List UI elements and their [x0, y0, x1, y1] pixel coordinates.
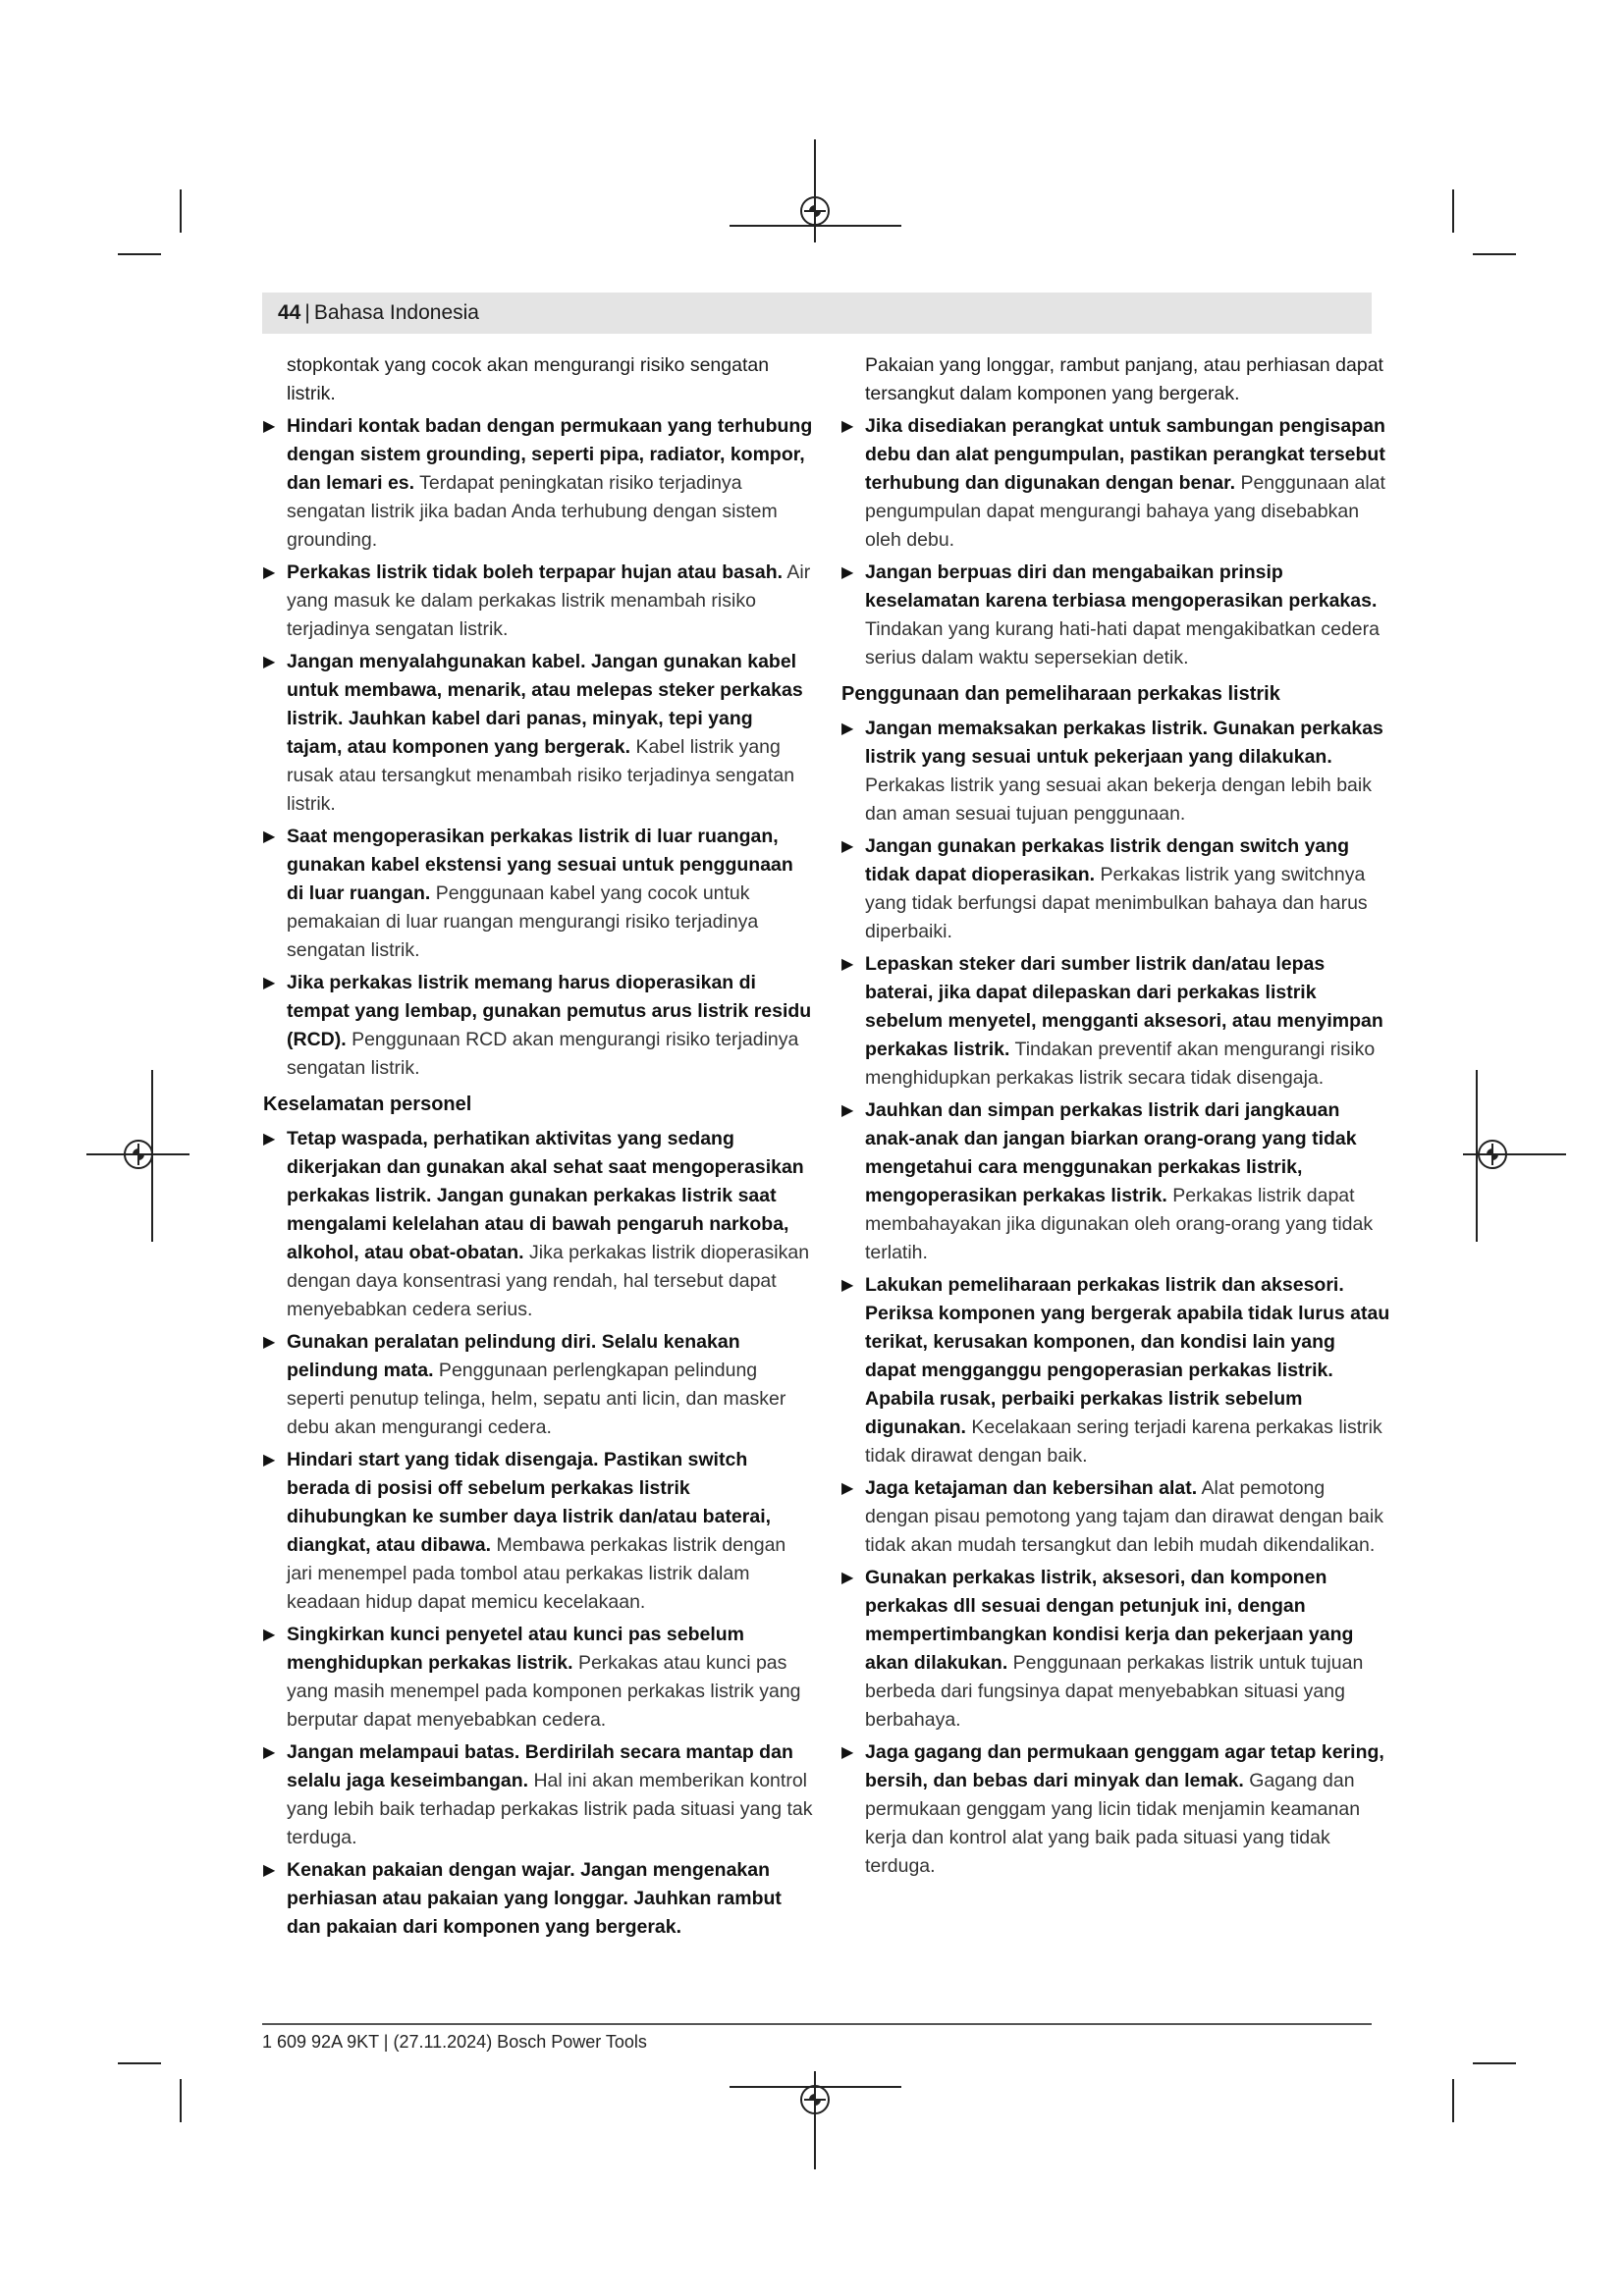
- registration-line-top-v: [814, 139, 816, 242]
- bullet-arrow-icon: ▶: [263, 1862, 276, 1879]
- item-text: Alat pemotong dengan pisau pemotong yang tajam dan dirawat dengan baik tidak akan mudah tersangkut dan lebih mudah dikendalikan.: [865, 1477, 1383, 1556]
- right-lead-text: Pakaian yang longgar, rambut panjang, atau perhiasan dapat tersangkut dalam komponen yang bergerak.: [865, 354, 1383, 404]
- list-item: [841, 559, 1391, 672]
- bullet-arrow-icon: ▶: [263, 1452, 276, 1468]
- list-item: [841, 412, 1391, 555]
- item-text: Tindakan preventif akan mengurangi risiko menghidupkan perkakas listrik secara tidak disengaja.: [865, 1039, 1376, 1089]
- item-bold-text: Hindari start yang tidak disengaja. Pastikan switch berada di posisi off sebelum perkakas listrik dihubungkan ke sumber daya listrik dan/atau baterai, diangkat, atau dibawa.: [287, 1449, 772, 1556]
- item-text: Perkakas listrik yang sesuai akan bekerja dengan lebih baik dan aman sesuai tujuan penggunaan.: [865, 774, 1372, 825]
- item-text: Perkakas listrik dapat membahayakan jika digunakan oleh orang-orang yang tidak terlatih.: [865, 1185, 1374, 1263]
- item-text: Penggunaan perlengkapan pelindung seperti penutup telinga, helm, sepatu anti licin, dan masker debu akan mengurangi cedera.: [287, 1360, 786, 1438]
- left-column: [263, 351, 813, 1946]
- item-bold-text: Jangan berpuas diri dan mengabaikan prinsip keselamatan karena terbiasa mengoperasikan perkakas.: [865, 561, 1378, 612]
- left-lead-text: stopkontak yang cocok akan mengurangi risiko sengatan listrik.: [287, 354, 770, 404]
- list-item: [841, 950, 1391, 1093]
- crop-mark-top-right-h: [1473, 253, 1516, 255]
- crop-mark-bottom-left-v: [180, 2079, 182, 2122]
- list-item: [841, 1474, 1391, 1560]
- registration-mark-right-icon: [1478, 1140, 1507, 1169]
- item-bold-text: Jika perkakas listrik memang harus dioperasikan di tempat yang lembap, gunakan pemutus arus listrik residu (RCD).: [287, 972, 812, 1050]
- crop-mark-top-left-v: [180, 189, 182, 233]
- list-item: [841, 1564, 1391, 1735]
- item-bold-text: Jaga gagang dan permukaan genggam agar tetap kering, bersih, dan bebas dari minyak dan lemak.: [865, 1741, 1384, 1791]
- bullet-arrow-icon: ▶: [841, 838, 854, 855]
- crop-mark-bottom-right-v: [1452, 2079, 1454, 2122]
- right-column: [841, 351, 1391, 1885]
- list-item: [263, 823, 813, 965]
- item-text: Hal ini akan memberikan kontrol yang lebih baik terhadap perkakas listrik pada situasi yang tak terduga.: [287, 1770, 813, 1848]
- bullet-arrow-icon: ▶: [263, 418, 276, 435]
- item-text: Tindakan yang kurang hati-hati dapat mengakibatkan cedera serius dalam waktu sepersekian detik.: [865, 618, 1380, 668]
- item-text: Jika perkakas listrik dioperasikan dengan daya konsentrasi yang rendah, hal tersebut dapat menyebabkan cedera serius.: [287, 1242, 810, 1320]
- bullet-arrow-icon: ▶: [263, 654, 276, 670]
- item-bold-text: Gunakan peralatan pelindung diri. Selalu kenakan pelindung mata.: [287, 1331, 740, 1381]
- item-text: Membawa perkakas listrik dengan jari menempel pada tombol atau perkakas listrik dalam keadaan hidup dapat memicu kecelakaan.: [287, 1534, 786, 1613]
- item-text: Kabel listrik yang rusak atau tersangkut menambah risiko terjadinya sengatan listrik.: [287, 736, 795, 815]
- item-text: Penggunaan RCD akan mengurangi risiko terjadinya sengatan listrik.: [287, 1029, 799, 1079]
- item-bold-text: Lakukan pemeliharaan perkakas listrik dan aksesori. Periksa komponen yang bergerak apabila tidak lurus atau terikat, kerusakan komponen, dan kondisi lain yang dapat mengganggu pengoperasian perkakas listrik. Apabila rusak, perbaiki perkakas listrik sebelum digunakan.: [865, 1274, 1390, 1438]
- item-bold-text: Saat mengoperasikan perkakas listrik di luar ruangan, gunakan kabel ekstensi yang sesuai untuk penggunaan di luar ruangan.: [287, 826, 793, 904]
- item-bold-text: Lepaskan steker dari sumber listrik dan/atau lepas baterai, jika dapat dilepaskan dari perkakas listrik sebelum menyetel, mengganti aksesori, atau menyimpan perkakas listrik.: [865, 953, 1383, 1060]
- list-item: [263, 412, 813, 555]
- item-bold-text: Jika disediakan perangkat untuk sambungan pengisapan debu dan alat pengumpulan, pastikan perangkat tersebut terhubung dan digunakan dengan benar.: [865, 415, 1385, 494]
- list-item: [263, 1328, 813, 1442]
- crop-mark-bottom-left-h: [118, 2062, 161, 2064]
- bullet-arrow-icon: ▶: [841, 956, 854, 973]
- item-bold-text: Tetap waspada, perhatikan aktivitas yang sedang dikerjakan dan gunakan akal sehat saat mengoperasikan perkakas listrik. Jangan gunakan perkakas listrik saat mengalami kelelahan atau di bawah pengaruh narkoba, alkohol, atau obat-obatan.: [287, 1128, 804, 1263]
- bullet-arrow-icon: ▶: [841, 564, 854, 581]
- header-separator: |: [304, 301, 310, 324]
- list-item: [841, 832, 1391, 946]
- list-item: [841, 1096, 1391, 1267]
- list-item: [263, 1856, 813, 1942]
- item-bold-text: Singkirkan kunci penyetel atau kunci pas sebelum menghidupkan perkakas listrik.: [287, 1624, 744, 1674]
- item-bold-text: Jangan menyalahgunakan kabel. Jangan gunakan kabel untuk membawa, menarik, atau melepas steker perkakas listrik. Jauhkan kabel dari panas, minyak, tepi yang tajam, atau komponen yang bergerak.: [287, 651, 803, 758]
- item-bold-text: Jangan memaksakan perkakas listrik. Gunakan perkakas listrik yang sesuai untuk pekerjaan yang dilakukan.: [865, 718, 1383, 768]
- crop-mark-bottom-right-h: [1473, 2062, 1516, 2064]
- footer-text: 1 609 92A 9KT | (27.11.2024) Bosch Power Tools: [262, 2032, 647, 2052]
- bullet-arrow-icon: ▶: [263, 1627, 276, 1643]
- item-text: Penggunaan alat pengumpulan dapat mengurangi bahaya yang disebabkan oleh debu.: [865, 472, 1385, 551]
- item-bold-text: Perkakas listrik tidak boleh terpapar hujan atau basah.: [287, 561, 784, 583]
- list-item: [263, 1738, 813, 1852]
- item-bold-text: Gunakan perkakas listrik, aksesori, dan komponen perkakas dll sesuai dengan petunjuk ini, dengan mempertimbangkan kondisi kerja dan pekerjaan yang akan dilakukan.: [865, 1567, 1354, 1674]
- item-bold-text: Jauhkan dan simpan perkakas listrik dari jangkauan anak-anak dan jangan biarkan orang-orang yang tidak mengetahui cara menggunakan perkakas listrik, mengoperasikan perkakas listrik.: [865, 1099, 1357, 1206]
- bullet-arrow-icon: ▶: [841, 1744, 854, 1761]
- registration-mark-bottom-icon: [800, 2085, 830, 2114]
- registration-mark-left-icon: [124, 1140, 153, 1169]
- item-bold-text: Hindari kontak badan dengan permukaan yang terhubung dengan sistem grounding, seperti pipa, radiator, kompor, dan lemari es.: [287, 415, 813, 494]
- list-item: [263, 559, 813, 644]
- item-text: Kecelakaan sering terjadi karena perkakas listrik tidak dirawat dengan baik.: [865, 1416, 1382, 1467]
- bullet-arrow-icon: ▶: [263, 1131, 276, 1148]
- item-text: Terdapat peningkatan risiko terjadinya sengatan listrik jika badan Anda terhubung dengan sistem grounding.: [287, 472, 778, 551]
- item-text: Air yang masuk ke dalam perkakas listrik menambah risiko terjadinya sengatan listrik.: [287, 561, 811, 640]
- bullet-arrow-icon: ▶: [841, 1570, 854, 1586]
- bullet-arrow-icon: ▶: [841, 1277, 854, 1294]
- bullet-arrow-icon: ▶: [263, 975, 276, 991]
- item-text: Penggunaan perkakas listrik untuk tujuan berbeda dari fungsinya dapat menyebabkan situasi yang berbahaya.: [865, 1652, 1364, 1731]
- bullet-arrow-icon: ▶: [263, 1744, 276, 1761]
- list-item: [841, 1271, 1391, 1470]
- item-text: Perkakas atau kunci pas yang masih menempel pada komponen perkakas listrik yang berputar dapat menyebabkan cedera.: [287, 1652, 801, 1731]
- section-title-personal-safety: Keselamatan personel: [263, 1094, 472, 1115]
- list-item: [263, 969, 813, 1083]
- bullet-arrow-icon: ▶: [263, 828, 276, 845]
- page-number: 44: [278, 301, 301, 324]
- list-item: [263, 1446, 813, 1617]
- page-header: [262, 293, 1372, 334]
- header-language: Bahasa Indonesia: [313, 301, 479, 324]
- item-text: Penggunaan kabel yang cocok untuk pemakaian di luar ruangan mengurangi risiko terjadinya sengatan listrik.: [287, 882, 759, 961]
- item-bold-text: Kenakan pakaian dengan wajar. Jangan mengenakan perhiasan atau pakaian yang longgar. Jauhkan rambut dan pakaian dari komponen yang bergerak.: [287, 1859, 782, 1938]
- bullet-arrow-icon: ▶: [263, 1334, 276, 1351]
- list-item: [841, 715, 1391, 828]
- item-text: Perkakas listrik yang switchnya yang tidak berfungsi dapat menimbulkan bahaya dan harus diperbaiki.: [865, 864, 1368, 942]
- item-bold-text: Jangan gunakan perkakas listrik dengan switch yang tidak dapat dioperasikan.: [865, 835, 1350, 885]
- crop-mark-top-left-h: [118, 253, 161, 255]
- list-item: [263, 1125, 813, 1324]
- bullet-arrow-icon: ▶: [841, 1102, 854, 1119]
- list-item: [263, 1621, 813, 1735]
- bullet-arrow-icon: ▶: [263, 564, 276, 581]
- registration-mark-top-icon: [800, 196, 830, 226]
- bullet-arrow-icon: ▶: [841, 721, 854, 737]
- section-title-tool-use-maintenance: Penggunaan dan pemeliharaan perkakas listrik: [841, 683, 1280, 705]
- bullet-arrow-icon: ▶: [841, 1480, 854, 1497]
- footer-divider: [262, 2023, 1372, 2025]
- item-bold-text: Jaga ketajaman dan kebersihan alat.: [865, 1477, 1198, 1499]
- item-bold-text: Jangan melampaui batas. Berdirilah secara mantap dan selalu jaga keseimbangan.: [287, 1741, 793, 1791]
- list-item: [841, 1738, 1391, 1881]
- bullet-arrow-icon: ▶: [841, 418, 854, 435]
- item-text: Gagang dan permukaan genggam yang licin tidak menjamin keamanan kerja dan kontrol alat yang baik pada situasi yang tidak terduga.: [865, 1770, 1361, 1877]
- crop-mark-top-right-v: [1452, 189, 1454, 233]
- list-item: [263, 648, 813, 819]
